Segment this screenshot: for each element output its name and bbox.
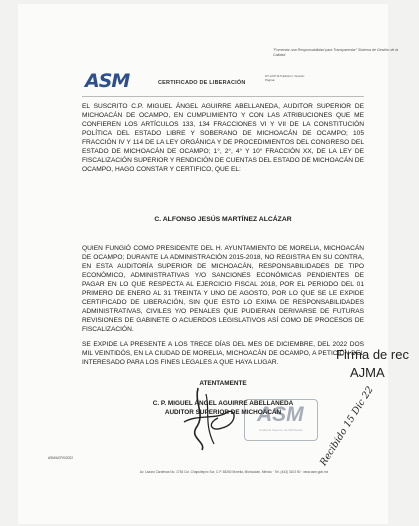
footer-address: Av. Lázaro Cárdenas No. 1754 Col. Chapultepec Sur, C.P. 58260 Morelia, Michoacán, México · Tel. (443) 3103 50 · www.asm.gob.mx bbox=[139, 470, 329, 474]
document-title: CERTIFICADO DE LIBERACIÓN bbox=[158, 80, 246, 86]
asm-logo bbox=[83, 70, 143, 92]
document-code: DT-ACP-R-5 Edición: Versión: Página: bbox=[265, 74, 306, 82]
header-motto: "Fomentar una Responsabilidad para Transparentar" Sistema de Gestión de la Calidad bbox=[273, 48, 399, 57]
stamp-text: ASM bbox=[257, 403, 304, 426]
receipt-note-overlay bbox=[336, 346, 409, 382]
reference-code: ASM/ACP/0/2022 bbox=[48, 456, 73, 460]
receipt-note-line1: Firma de rec bbox=[336, 347, 409, 362]
handwritten-signature bbox=[176, 384, 246, 456]
closing-atentamente: ATENTAMENTE bbox=[199, 380, 247, 387]
certified-person-name: C. ALFONSO JESÚS MARTÍNEZ ALCÁZAR bbox=[154, 216, 292, 223]
paragraph-issuance: SE EXPIDE LA PRESENTE A LOS TRECE DÍAS DEL MES DE DICIEMBRE, DEL 2022 DOS MIL VEINTIDÓS, EN LA CIUDAD DE MORELIA, MICHOACÁN DE OCAMPO, A PETICIÓN DEL INTERESADO PARA LOS FINES LEGALES A QUE HAYA LUGAR. bbox=[82, 341, 364, 366]
header-divider bbox=[82, 96, 364, 97]
signer-title: AUDITOR SUPERIOR DE MICHOACÁN bbox=[164, 409, 282, 416]
receipt-note-line2: AJMA bbox=[350, 365, 385, 380]
signer-name: C. P. MIGUEL ÁNGEL AGUIRRE ABELLANEDA bbox=[152, 400, 294, 407]
handwritten-received-date: Recibido 15 Dic 22 bbox=[318, 384, 376, 468]
paragraph-certification: QUIEN FUNGIÓ COMO PRESIDENTE DEL H. AYUNTAMIENTO DE MORELIA, MICHOACÁN DE OCAMPO; DURANTE LA ADMINISTRACIÓN 2015-2018, NO REGISTRA EN SU CONTRA, EN ESTA AUDITORÍA SUPERIOR DE MICHOACÁN, RESPONSABILIDADES DE TIPO ECONÓMICO, ADMINISTRATIVAS Y/O SANCIONES ECONÓMICAS PENDIENTES DE PAGAR EN LO QUE RESPECTA AL EJERCICIO FISCAL 2018, POR EL PERIODO DEL 01 PRIMERO DE ENERO AL 31 TREINTA Y UNO DE AGOSTO, POR LO QUE SE LE EXPIDE CERTIFICADO DE LIBERACIÓN, SIN QUE ESTO LO EXIMA DE RESPONSABILIDADES ADMINISTRATIVAS, CIVILES Y/O PENALES QUE PUDIERAN DERIVARSE DE FUTURAS REVISIONES DE GABINETE O ACUERDOS LEGISLATIVOS ASÍ COMO DE PROCESOS DE FISCALIZACIÓN. bbox=[82, 245, 364, 333]
paragraph-intro: EL SUSCRITO C.P. MIGUEL ÁNGEL AGUIRRE ABELLANEDA, AUDITOR SUPERIOR DE MICHOACÁN DE OCAMPO, EN CUMPLIMIENTO Y CON LAS ATRIBUCIONES QUE ME CONFIEREN LOS ARTÍCULOS 133, 134 FRACCIONES VI Y VII DE LA CONSTITUCIÓN POLÍTICA DEL ESTADO LIBRE Y SOBERANO DE MICHOACÁN DE OCAMPO; 105 FRACCIÓN IV Y 114 DE LA LEY ORGÁNICA Y DE PROCEDIMIENTOS DEL CONGRESO DEL ESTADO DE MICHOACÁN DE OCAMPO; 1°, 2°, 4° Y 10° FRACCIÓN XX, DE LA LEY DE FISCALIZACIÓN SUPERIOR Y RENDICIÓN DE CUENTAS DEL ESTADO DE MICHOACÁN DE OCAMPO, HAGO CONSTAR Y CERTIFICO, QUE EL: bbox=[82, 103, 364, 173]
stamp-label: Auditoría Superior de Michoacán bbox=[259, 428, 303, 432]
logo-text: ASM bbox=[85, 70, 130, 92]
